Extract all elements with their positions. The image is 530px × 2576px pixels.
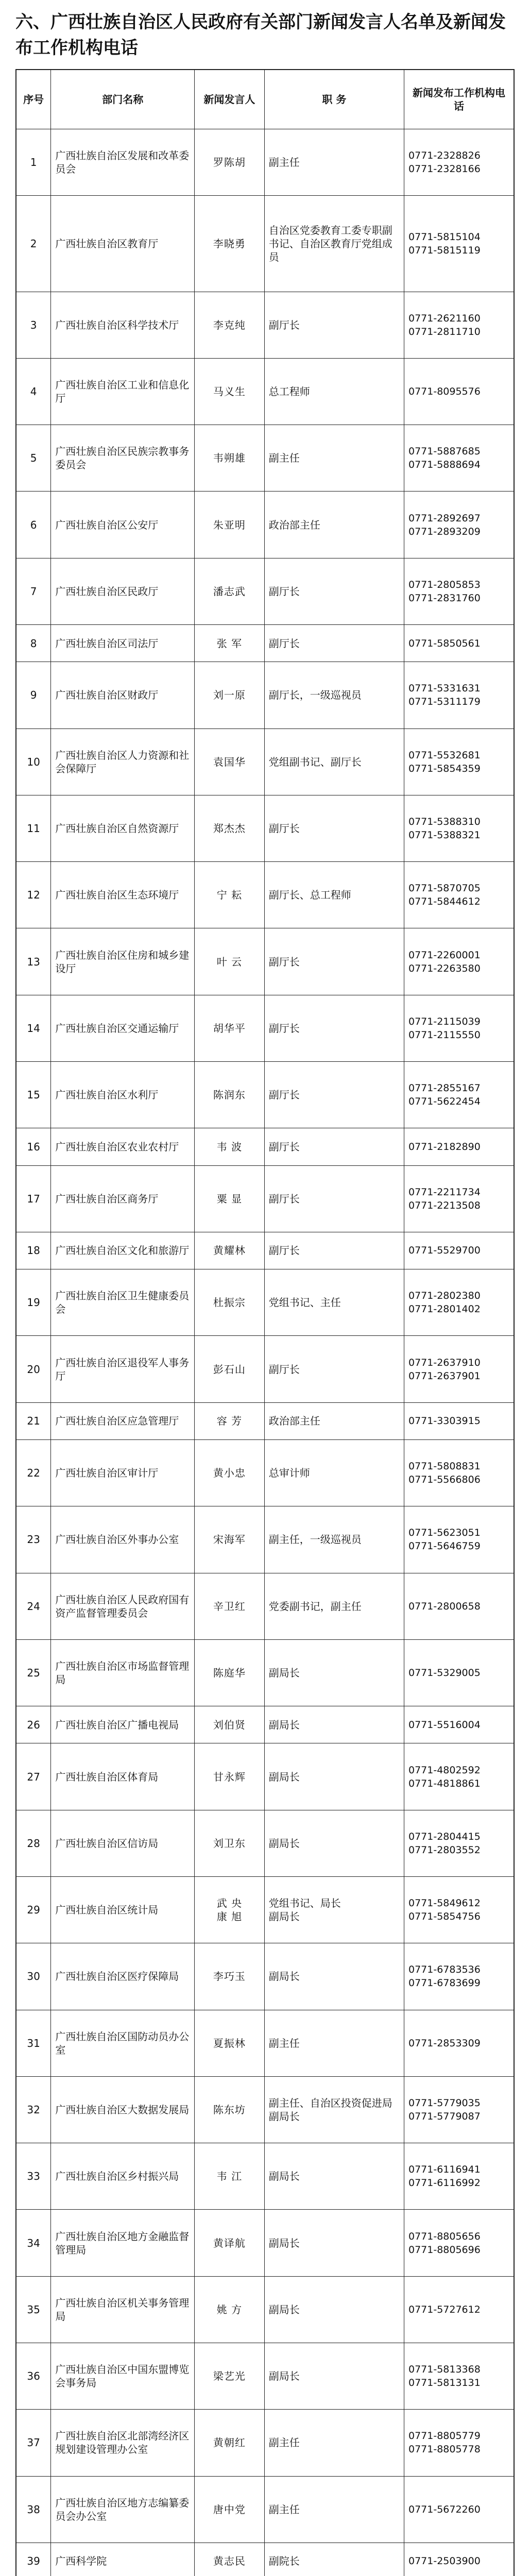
department-name: 广西壮族自治区地方金融监督管理局 [51, 2210, 195, 2276]
row-number: 26 [16, 1706, 51, 1743]
phone-number: 0771-5672260 [404, 2476, 514, 2543]
table-row [16, 1706, 514, 1743]
table-row [16, 1877, 514, 1943]
position-title: 政治部主任 [264, 1402, 404, 1439]
spokesperson-name: 陈庭华 [195, 1639, 265, 1706]
phone-number: 0771-2892697 0771-2893209 [404, 492, 514, 558]
spokesperson-name: 陈东坊 [195, 2076, 265, 2143]
department-name: 广西壮族自治区体育局 [51, 1743, 195, 1810]
phone-number: 0771-8095576 [404, 358, 514, 425]
department-name: 广西壮族自治区文化和旅游厅 [51, 1232, 195, 1269]
row-number: 24 [16, 1573, 51, 1639]
phone-number: 0771-8805656 0771-8805696 [404, 2210, 514, 2276]
table-row [16, 2010, 514, 2076]
table-row [16, 624, 514, 662]
spokesperson-name: 粟 显 [195, 1165, 265, 1232]
phone-number: 0771-2853309 [404, 2010, 514, 2076]
row-number: 8 [16, 624, 51, 662]
row-number: 25 [16, 1639, 51, 1706]
spokesperson-name: 袁国华 [195, 728, 265, 795]
position-title: 党组副书记、副厅长 [264, 728, 404, 795]
phone-number: 0771-5727612 [404, 2276, 514, 2343]
department-name: 广西壮族自治区市场监督管理局 [51, 1639, 195, 1706]
phone-number: 0771-8805779 0771-8805778 [404, 2410, 514, 2476]
row-number: 1 [16, 129, 51, 196]
table-row [16, 1336, 514, 1402]
row-number: 11 [16, 795, 51, 861]
phone-number: 0771-5813368 0771-5813131 [404, 2343, 514, 2409]
phone-number: 0771-5870705 0771-5844612 [404, 862, 514, 928]
position-title: 副局长 [264, 1743, 404, 1810]
department-name: 广西壮族自治区交通运输厅 [51, 995, 195, 1061]
position-title: 副厅长 [264, 1128, 404, 1165]
phone-number: 0771-2802380 0771-2801402 [404, 1269, 514, 1336]
table-row [16, 1128, 514, 1165]
spokesperson-name: 武 央 康 旭 [195, 1877, 265, 1943]
table-row [16, 2210, 514, 2276]
department-name: 广西壮族自治区卫生健康委员会 [51, 1269, 195, 1336]
row-number: 29 [16, 1877, 51, 1943]
spokesperson-name: 李晓勇 [195, 196, 265, 292]
spokesperson-name: 黄译航 [195, 2210, 265, 2276]
phone-number: 0771-5516004 [404, 1706, 514, 1743]
row-number: 7 [16, 558, 51, 624]
spokesperson-table [15, 69, 515, 2576]
spokesperson-name: 唐中党 [195, 2476, 265, 2543]
table-row [16, 1440, 514, 1506]
spokesperson-name: 胡华平 [195, 995, 265, 1061]
department-name: 广西壮族自治区科学技术厅 [51, 292, 195, 358]
position-title: 副厅长、总工程师 [264, 862, 404, 928]
position-title: 副主任 [264, 2476, 404, 2543]
position-title: 总审计师 [264, 1440, 404, 1506]
spokesperson-name: 郑杰杰 [195, 795, 265, 861]
spokesperson-name: 李克纯 [195, 292, 265, 358]
table-row [16, 558, 514, 624]
row-number: 35 [16, 2276, 51, 2343]
table-row [16, 2543, 514, 2576]
phone-number: 0771-6783536 0771-6783699 [404, 1943, 514, 2010]
row-number: 6 [16, 492, 51, 558]
phone-number: 0771-5329005 [404, 1639, 514, 1706]
position-title: 副主任 [264, 129, 404, 196]
position-title: 副主任 [264, 2010, 404, 2076]
table-row [16, 1639, 514, 1706]
phone-number: 0771-5850561 [404, 624, 514, 662]
department-name: 广西壮族自治区财政厅 [51, 662, 195, 728]
position-title: 副厅长 [264, 1165, 404, 1232]
table-row [16, 2143, 514, 2210]
table-row [16, 2276, 514, 2343]
row-number: 37 [16, 2410, 51, 2476]
spokesperson-name: 甘永辉 [195, 1743, 265, 1810]
position-title: 副局长 [264, 1943, 404, 2010]
phone-number: 0771-5815104 0771-5815119 [404, 196, 514, 292]
table-container [15, 69, 515, 2576]
position-title: 副厅长 [264, 995, 404, 1061]
department-name: 广西壮族自治区机关事务管理局 [51, 2276, 195, 2343]
department-name: 广西壮族自治区人力资源和社会保障厅 [51, 728, 195, 795]
phone-number: 0771-2855167 0771-5622454 [404, 1061, 514, 1128]
department-name: 广西壮族自治区退役军人事务厅 [51, 1336, 195, 1402]
department-name: 广西壮族自治区乡村振兴局 [51, 2143, 195, 2210]
table-row [16, 928, 514, 995]
table-row [16, 196, 514, 292]
spokesperson-name: 容 芳 [195, 1402, 265, 1439]
spokesperson-name: 黄小忠 [195, 1440, 265, 1506]
spokesperson-name: 潘志武 [195, 558, 265, 624]
table-row [16, 2476, 514, 2543]
phone-number: 0771-5532681 0771-5854359 [404, 728, 514, 795]
row-number: 20 [16, 1336, 51, 1402]
table-row [16, 129, 514, 196]
position-title: 自治区党委教育工委专职副书记、自治区教育厅党组成员 [264, 196, 404, 292]
department-name: 广西壮族自治区广播电视局 [51, 1706, 195, 1743]
table-row [16, 1232, 514, 1269]
position-title: 总工程师 [264, 358, 404, 425]
table-row [16, 2410, 514, 2476]
department-name: 广西壮族自治区自然资源厅 [51, 795, 195, 861]
department-name: 广西壮族自治区商务厅 [51, 1165, 195, 1232]
department-name: 广西壮族自治区审计厅 [51, 1440, 195, 1506]
row-number: 32 [16, 2076, 51, 2143]
spokesperson-name: 刘伯贤 [195, 1706, 265, 1743]
phone-number: 0771-2805853 0771-2831760 [404, 558, 514, 624]
spokesperson-name: 宋海军 [195, 1506, 265, 1573]
phone-number: 0771-2637910 0771-2637901 [404, 1336, 514, 1402]
row-number: 9 [16, 662, 51, 728]
row-number: 39 [16, 2543, 51, 2576]
header-position: 职 务 [264, 70, 404, 129]
spokesperson-name: 刘一原 [195, 662, 265, 728]
department-name: 广西壮族自治区大数据发展局 [51, 2076, 195, 2143]
position-title: 副厅长 [264, 1336, 404, 1402]
phone-number: 0771-4802592 0771-4818861 [404, 1743, 514, 1810]
table-row [16, 358, 514, 425]
department-name: 广西壮族自治区农业农村厅 [51, 1128, 195, 1165]
spokesperson-name: 辛卫红 [195, 1573, 265, 1639]
department-name: 广西科学院 [51, 2543, 195, 2576]
table-row [16, 1061, 514, 1128]
table-row [16, 1573, 514, 1639]
phone-number: 0771-5849612 0771-5854756 [404, 1877, 514, 1943]
department-name: 广西壮族自治区住房和城乡建设厅 [51, 928, 195, 995]
row-number: 31 [16, 2010, 51, 2076]
table-row [16, 492, 514, 558]
position-title: 副厅长 [264, 292, 404, 358]
position-title: 副局长 [264, 2143, 404, 2210]
position-title: 副主任 [264, 425, 404, 492]
table-row [16, 1506, 514, 1573]
row-number: 34 [16, 2210, 51, 2276]
spokesperson-name: 张 军 [195, 624, 265, 662]
row-number: 12 [16, 862, 51, 928]
department-name: 广西壮族自治区工业和信息化厅 [51, 358, 195, 425]
department-name: 广西壮族自治区司法厅 [51, 624, 195, 662]
row-number: 38 [16, 2476, 51, 2543]
position-title: 副主任，一级巡视员 [264, 1506, 404, 1573]
table-row [16, 862, 514, 928]
phone-number: 0771-5887685 0771-5888694 [404, 425, 514, 492]
phone-number: 0771-2804415 0771-2803552 [404, 1810, 514, 1876]
row-number: 2 [16, 196, 51, 292]
department-name: 广西壮族自治区医疗保障局 [51, 1943, 195, 2010]
table-row [16, 2076, 514, 2143]
header-phone: 新闻发布工作机构电话 [404, 70, 514, 129]
position-title: 副厅长 [264, 928, 404, 995]
position-title: 党组书记、主任 [264, 1269, 404, 1336]
phone-number: 0771-5529700 [404, 1232, 514, 1269]
row-number: 4 [16, 358, 51, 425]
table-row [16, 795, 514, 861]
phone-number: 0771-5388310 0771-5388321 [404, 795, 514, 861]
row-number: 13 [16, 928, 51, 995]
department-name: 广西壮族自治区应急管理厅 [51, 1402, 195, 1439]
spokesperson-name: 黄耀林 [195, 1232, 265, 1269]
spokesperson-name: 马义生 [195, 358, 265, 425]
spokesperson-name: 黄朝红 [195, 2410, 265, 2476]
department-name: 广西壮族自治区民政厅 [51, 558, 195, 624]
phone-number: 0771-2115039 0771-2115550 [404, 995, 514, 1061]
spokesperson-name: 叶 云 [195, 928, 265, 995]
department-name: 广西壮族自治区外事办公室 [51, 1506, 195, 1573]
department-name: 广西壮族自治区信访局 [51, 1810, 195, 1876]
position-title: 副主任、自治区投资促进局副局长 [264, 2076, 404, 2143]
phone-number: 0771-2260001 0771-2263580 [404, 928, 514, 995]
department-name: 广西壮族自治区北部湾经济区规划建设管理办公室 [51, 2410, 195, 2476]
position-title: 政治部主任 [264, 492, 404, 558]
phone-number: 0771-2328826 0771-2328166 [404, 129, 514, 196]
row-number: 30 [16, 1943, 51, 2010]
row-number: 28 [16, 1810, 51, 1876]
header-dept: 部门名称 [51, 70, 195, 129]
spokesperson-name: 梁艺光 [195, 2343, 265, 2409]
department-name: 广西壮族自治区教育厅 [51, 196, 195, 292]
spokesperson-name: 夏振林 [195, 2010, 265, 2076]
phone-number: 0771-2621160 0771-2811710 [404, 292, 514, 358]
spokesperson-name: 朱亚明 [195, 492, 265, 558]
spokesperson-name: 李巧玉 [195, 1943, 265, 2010]
row-number: 10 [16, 728, 51, 795]
table-row [16, 1810, 514, 1876]
department-name: 广西壮族自治区民族宗教事务委员会 [51, 425, 195, 492]
spokesperson-name: 陈润东 [195, 1061, 265, 1128]
position-title: 党委副书记，副主任 [264, 1573, 404, 1639]
row-number: 18 [16, 1232, 51, 1269]
row-number: 3 [16, 292, 51, 358]
position-title: 副厅长 [264, 795, 404, 861]
table-row [16, 662, 514, 728]
row-number: 15 [16, 1061, 51, 1128]
table-row [16, 2343, 514, 2409]
spokesperson-name: 彭石山 [195, 1336, 265, 1402]
department-name: 广西壮族自治区国防动员办公室 [51, 2010, 195, 2076]
row-number: 5 [16, 425, 51, 492]
spokesperson-name: 韦朔雄 [195, 425, 265, 492]
row-number: 33 [16, 2143, 51, 2210]
position-title: 副主任 [264, 2410, 404, 2476]
row-number: 16 [16, 1128, 51, 1165]
spokesperson-name: 刘卫东 [195, 1810, 265, 1876]
position-title: 副局长 [264, 1706, 404, 1743]
spokesperson-name: 宁 耘 [195, 862, 265, 928]
row-number: 22 [16, 1440, 51, 1506]
spokesperson-name: 黄志民 [195, 2543, 265, 2576]
table-row [16, 292, 514, 358]
table-row [16, 425, 514, 492]
position-title: 副局长 [264, 2343, 404, 2409]
header-row [16, 70, 514, 129]
department-name: 广西壮族自治区人民政府国有资产监督管理委员会 [51, 1573, 195, 1639]
department-name: 广西壮族自治区生态环境厅 [51, 862, 195, 928]
position-title: 党组书记、局长 副局长 [264, 1877, 404, 1943]
spokesperson-name: 姚 方 [195, 2276, 265, 2343]
position-title: 副厅长 [264, 558, 404, 624]
phone-number: 0771-5331631 0771-5311179 [404, 662, 514, 728]
department-name: 广西壮族自治区发展和改革委员会 [51, 129, 195, 196]
table-row [16, 1269, 514, 1336]
position-title: 副局长 [264, 1639, 404, 1706]
page-title: 六、广西壮族自治区人民政府有关部门新闻发言人名单及新闻发布工作机构电话 [15, 12, 506, 58]
row-number: 19 [16, 1269, 51, 1336]
position-title: 副厅长，一级巡视员 [264, 662, 404, 728]
spokesperson-name: 杜振宗 [195, 1269, 265, 1336]
phone-number: 0771-5623051 0771-5646759 [404, 1506, 514, 1573]
row-number: 36 [16, 2343, 51, 2409]
phone-number: 0771-2503900 [404, 2543, 514, 2576]
table-header [16, 70, 514, 129]
table-row [16, 1743, 514, 1810]
table-body [16, 129, 514, 2576]
header-name: 新闻发言人 [195, 70, 265, 129]
position-title: 副局长 [264, 2210, 404, 2276]
table-row [16, 995, 514, 1061]
row-number: 23 [16, 1506, 51, 1573]
phone-number: 0771-2182890 [404, 1128, 514, 1165]
phone-number: 0771-5808831 0771-5566806 [404, 1440, 514, 1506]
spokesperson-name: 韦 波 [195, 1128, 265, 1165]
department-name: 广西壮族自治区地方志编纂委员会办公室 [51, 2476, 195, 2543]
row-number: 21 [16, 1402, 51, 1439]
position-title: 副局长 [264, 2276, 404, 2343]
position-title: 副厅长 [264, 624, 404, 662]
position-title: 副院长 [264, 2543, 404, 2576]
table-row [16, 1165, 514, 1232]
phone-number: 0771-2211734 0771-2213508 [404, 1165, 514, 1232]
row-number: 17 [16, 1165, 51, 1232]
department-name: 广西壮族自治区水利厅 [51, 1061, 195, 1128]
spokesperson-name: 韦 江 [195, 2143, 265, 2210]
position-title: 副厅长 [264, 1232, 404, 1269]
spokesperson-name: 罗陈胡 [195, 129, 265, 196]
phone-number: 0771-6116941 0771-6116992 [404, 2143, 514, 2210]
phone-number: 0771-2800658 [404, 1573, 514, 1639]
department-name: 广西壮族自治区中国东盟博览会事务局 [51, 2343, 195, 2409]
header-no: 序号 [16, 70, 51, 129]
row-number: 14 [16, 995, 51, 1061]
row-number: 27 [16, 1743, 51, 1810]
position-title: 副局长 [264, 1810, 404, 1876]
department-name: 广西壮族自治区公安厅 [51, 492, 195, 558]
table-row [16, 1943, 514, 2010]
phone-number: 0771-3303915 [404, 1402, 514, 1439]
department-name: 广西壮族自治区统计局 [51, 1877, 195, 1943]
table-row [16, 1402, 514, 1439]
table-row [16, 728, 514, 795]
phone-number: 0771-5779035 0771-5779087 [404, 2076, 514, 2143]
position-title: 副厅长 [264, 1061, 404, 1128]
